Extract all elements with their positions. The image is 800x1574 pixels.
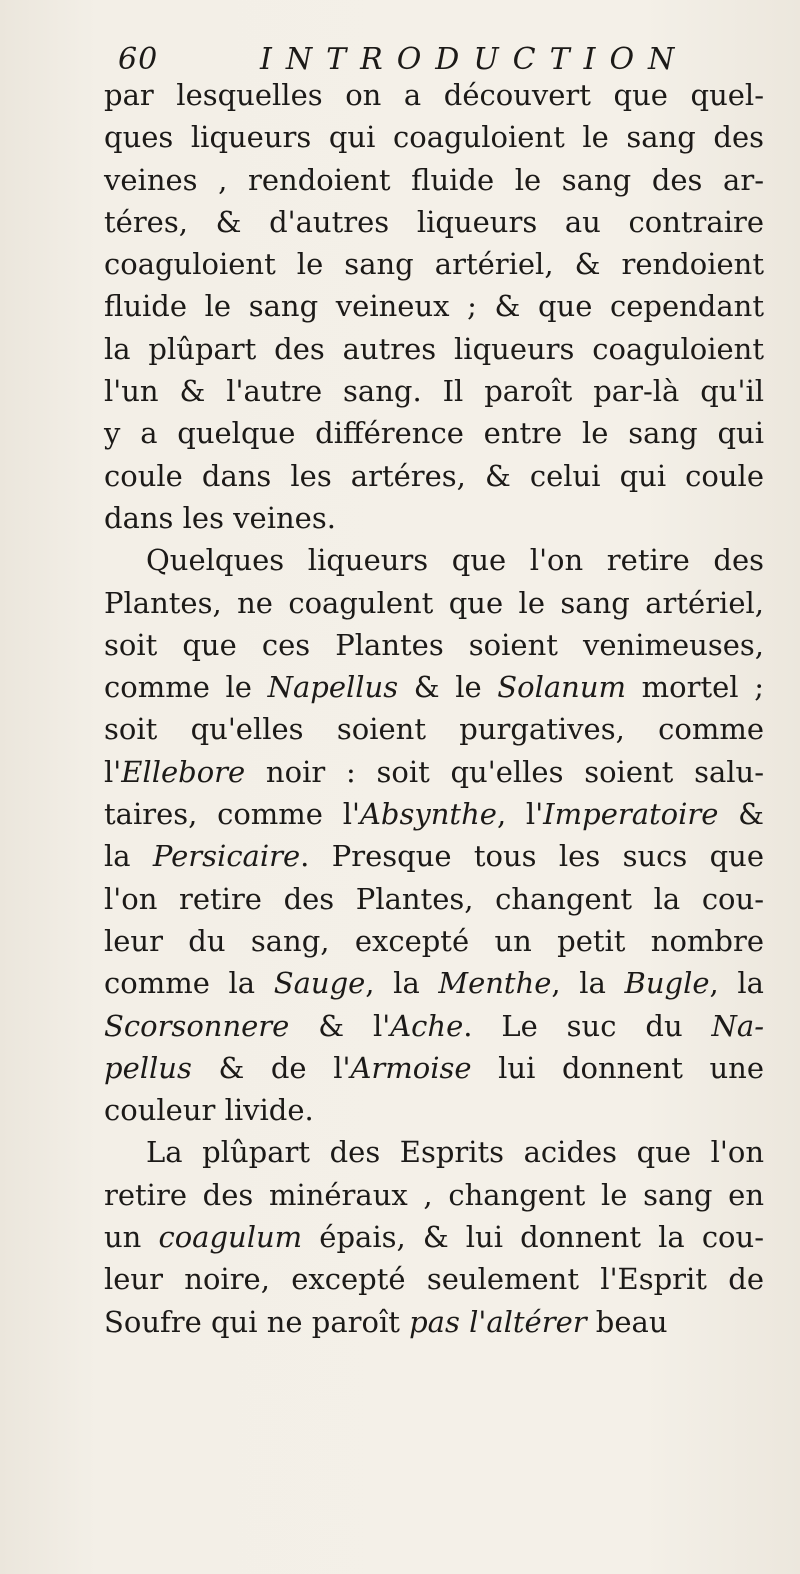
italic-term: Na-: [711, 1008, 764, 1043]
italic-term: Ache: [390, 1008, 464, 1043]
paragraph: [104, 539, 764, 1131]
text-run: ques liqueurs qui coaguloient le sang des: [104, 120, 764, 155]
italic-term: Scorsonnere: [104, 1008, 290, 1043]
text-line: [104, 1301, 764, 1343]
italic-term: l'altérer: [469, 1304, 587, 1339]
italic-term: Armoise: [350, 1050, 472, 1085]
text-run: coaguloient le sang artériel, & rendoient: [104, 247, 764, 282]
text-line: [104, 412, 764, 454]
text-run: , la: [709, 966, 764, 1001]
italic-term: Sauge: [273, 966, 366, 1001]
text-run: l'on retire des Plantes, changent la cou-: [104, 881, 764, 916]
text-run: lui donnent une: [471, 1050, 764, 1085]
text-run: la plûpart des autres liqueurs coaguloient: [104, 331, 764, 366]
text-line: [104, 708, 764, 750]
italic-term: Absynthe: [359, 797, 497, 832]
text-run: coule dans les artéres, & celui qui coule: [104, 458, 764, 493]
italic-term: Persicaire: [152, 839, 301, 874]
italic-term: Imperatoire: [543, 797, 719, 832]
text-run: dans les veines.: [104, 500, 336, 535]
text-run: mortel ;: [626, 670, 764, 705]
text-run: fluide le sang veineux ; & que cependant: [104, 289, 764, 324]
text-line: [104, 455, 764, 497]
italic-term: Napellus: [267, 670, 399, 705]
text-run: comme la: [104, 966, 274, 1001]
text-line: [104, 497, 764, 539]
text-line: [104, 1131, 764, 1173]
paragraph: [104, 74, 764, 539]
text-line: [104, 539, 764, 581]
text-line: [104, 159, 764, 201]
text-run: leur du sang, excepté un petit nombre: [104, 923, 764, 958]
text-line: [104, 962, 764, 1004]
text-run: taires, comme l': [104, 797, 360, 832]
text-line: [104, 243, 764, 285]
text-line: [104, 582, 764, 624]
paragraph: [104, 1131, 764, 1342]
italic-term: pellus: [104, 1050, 192, 1085]
italic-term: Menthe: [438, 966, 552, 1001]
text-line: [104, 1258, 764, 1300]
text-run: téres, & d'autres liqueurs au contraire: [104, 204, 764, 239]
text-run: noir : soit qu'elles soient salu-: [245, 754, 764, 789]
text-run: soit qu'elles soient purgatives, comme: [104, 712, 764, 747]
italic-term: Bugle: [624, 966, 710, 1001]
text-run: l'un & l'autre sang. Il paroît par-là qu'il: [104, 374, 764, 409]
text-line: [104, 624, 764, 666]
text-line: [104, 920, 764, 962]
text-line: [104, 1216, 764, 1258]
text-run: &: [718, 797, 764, 832]
text-line: [104, 1005, 764, 1047]
text-run: & le: [398, 670, 498, 705]
text-run: La plûpart des Esprits acides que l'on: [146, 1135, 764, 1170]
text-run: [460, 1305, 469, 1339]
italic-term: pas: [409, 1304, 460, 1339]
text-run: , la: [365, 966, 439, 1001]
text-line: [104, 666, 764, 708]
text-line: [104, 116, 764, 158]
text-line: [104, 285, 764, 327]
page-number: 60: [118, 42, 159, 77]
text-run: comme le: [104, 670, 268, 705]
text-run: couleur livide.: [104, 1093, 314, 1128]
text-run: & de l': [191, 1050, 351, 1085]
text-line: [104, 1047, 764, 1089]
text-line: [104, 878, 764, 920]
body-text: [104, 74, 764, 1343]
text-run: Quelques liqueurs que l'on retire des: [146, 543, 764, 578]
text-run: Soufre qui ne paroît: [104, 1304, 410, 1339]
text-line: [104, 74, 764, 116]
text-line: [104, 370, 764, 412]
text-run: leur noire, excepté seulement l'Esprit de: [104, 1262, 764, 1297]
text-line: [104, 1174, 764, 1216]
text-run: retire des minéraux , changent le sang en: [104, 1177, 764, 1212]
italic-term: coagulum: [158, 1220, 303, 1255]
text-run: épais, & lui donnent la cou-: [302, 1220, 764, 1255]
text-run: Plantes, ne coagulent que le sang artériel,: [104, 585, 764, 620]
text-line: [104, 1089, 764, 1131]
text-run: soit que ces Plantes soient venimeuses,: [104, 627, 764, 662]
text-line: [104, 201, 764, 243]
running-head: INTRODUCTION: [260, 42, 689, 77]
text-run: veines , rendoient fluide le sang des ar-: [104, 162, 764, 197]
text-run: la: [104, 839, 153, 874]
italic-term: Ellebore: [121, 754, 246, 789]
text-run: y a quelque différence entre le sang qui: [104, 416, 764, 451]
text-run: un: [104, 1220, 159, 1255]
text-run: & l': [289, 1008, 391, 1043]
text-line: [104, 328, 764, 370]
text-run: l': [104, 754, 122, 789]
text-line: [104, 793, 764, 835]
text-run: . Le suc du: [463, 1008, 712, 1043]
text-line: [104, 835, 764, 877]
text-run: , l': [496, 797, 544, 832]
text-run: . Presque tous les sucs que: [300, 839, 764, 874]
text-run: par lesquelles on a découvert que quel-: [104, 78, 764, 112]
text-line: [104, 751, 764, 793]
italic-term: Solanum: [497, 670, 627, 705]
text-run: , la: [551, 966, 625, 1001]
text-run: beau: [586, 1304, 668, 1339]
